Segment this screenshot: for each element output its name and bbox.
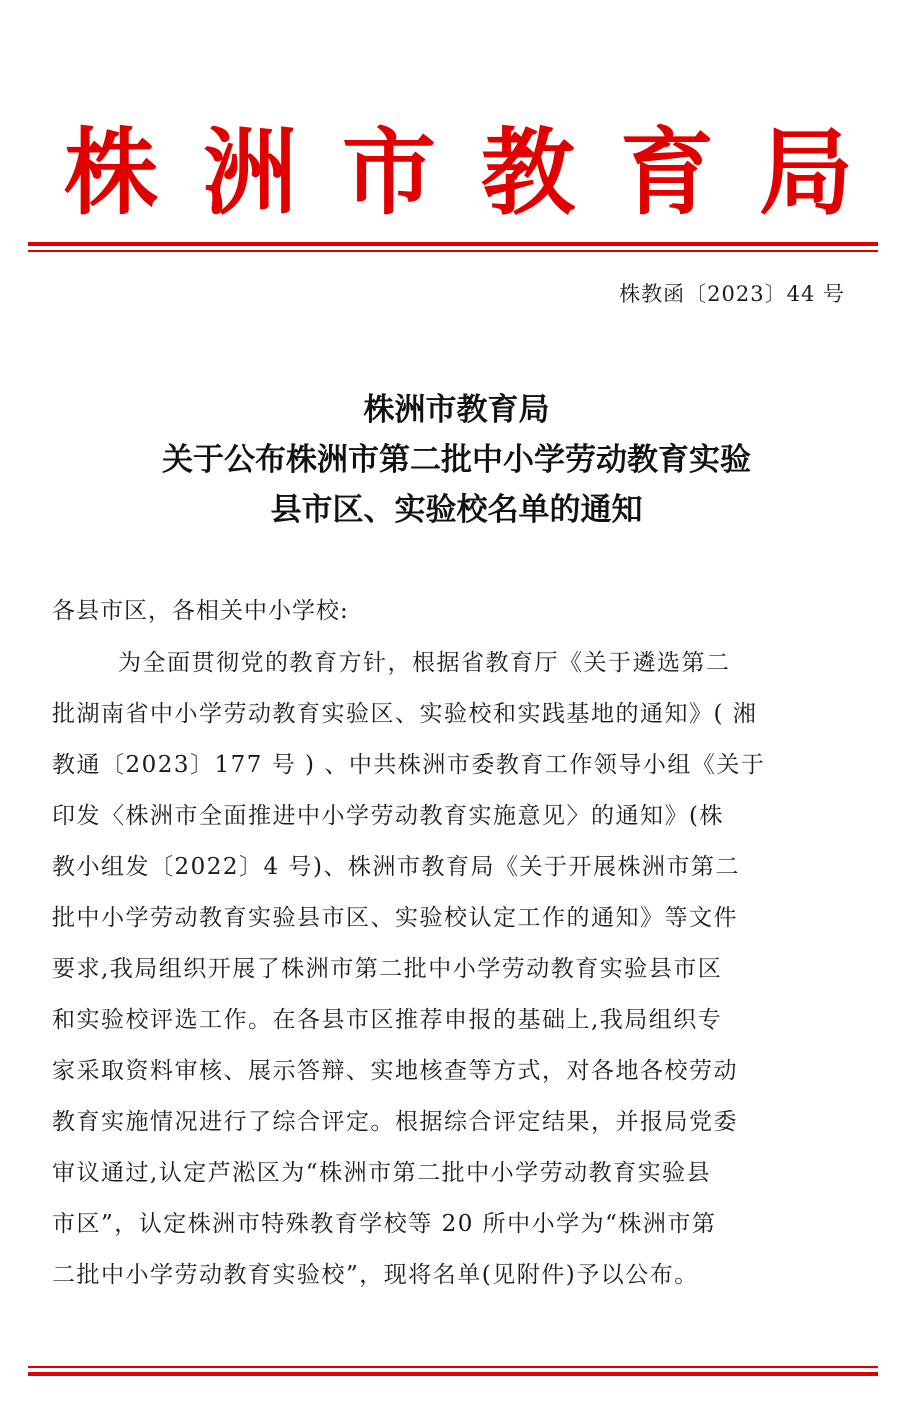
body-line: 为全面贯彻党的教育方针，根据省教育厅《关于遴选第二 [118, 650, 731, 676]
masthead-char: 市 [341, 118, 436, 228]
body-line: 和实验校评选工作。在各县市区推荐申报的基础上,我局组织专 [52, 1007, 723, 1033]
body-line: 教育实施情况进行了综合评定。根据综合评定结果，并报局党委 [52, 1109, 738, 1135]
masthead-org-name [0, 118, 913, 228]
body-line: 市区”，认定株洲市特殊教育学校等 20 所中小学为“株洲市第 [52, 1211, 717, 1237]
body-line: 家采取资料审核、展示答辩、实地核查等方式，对各地各校劳动 [52, 1058, 738, 1084]
masthead-char: 局 [758, 118, 853, 228]
body-line: 批中小学劳动教育实验县市区、实验校认定工作的通知》等文件 [52, 905, 738, 931]
title-line: 关于公布株洲市第二批中小学劳动教育实验 [162, 442, 751, 478]
title-line: 县市区、实验校名单的通知 [270, 492, 643, 528]
body-line: 批湖南省中小学劳动教育实验区、实验校和实践基地的通知》( 湘 [52, 701, 758, 727]
footer-red-rule-thick [28, 1372, 878, 1376]
masthead-char: 育 [619, 118, 714, 228]
masthead-char: 洲 [202, 118, 297, 228]
document-title [40, 385, 873, 535]
document-number: 株教函〔2023〕44 号 [619, 282, 845, 306]
body-line: 审议通过,认定芦淞区为“株洲市第二批中小学劳动教育实验县 [52, 1160, 712, 1186]
salutation: 各县市区，各相关中小学校: [52, 598, 349, 624]
header-red-rule-thin [28, 250, 878, 252]
masthead-char: 株 [63, 118, 158, 228]
body-line: 印发〈株洲市全面推进中小学劳动教育实施意见〉的通知》(株 [52, 803, 724, 829]
masthead-char: 教 [480, 118, 575, 228]
body-line: 二批中小学劳动教育实验校”，现将名单(见附件)予以公布。 [52, 1262, 699, 1288]
body-line: 要求,我局组织开展了株洲市第二批中小学劳动教育实验县市区 [52, 956, 723, 982]
body-line: 教小组发〔2022〕4 号)、株洲市教育局《关于开展株洲市第二 [52, 854, 740, 880]
body-line: 教通〔2023〕177 号 ) 、中共株洲市委教育工作领导小组《关于 [52, 752, 766, 778]
footer-red-rule-thin [28, 1366, 878, 1368]
body-paragraph [52, 648, 858, 1311]
title-line: 株洲市教育局 [363, 392, 550, 428]
header-red-rule-thick [28, 242, 878, 246]
